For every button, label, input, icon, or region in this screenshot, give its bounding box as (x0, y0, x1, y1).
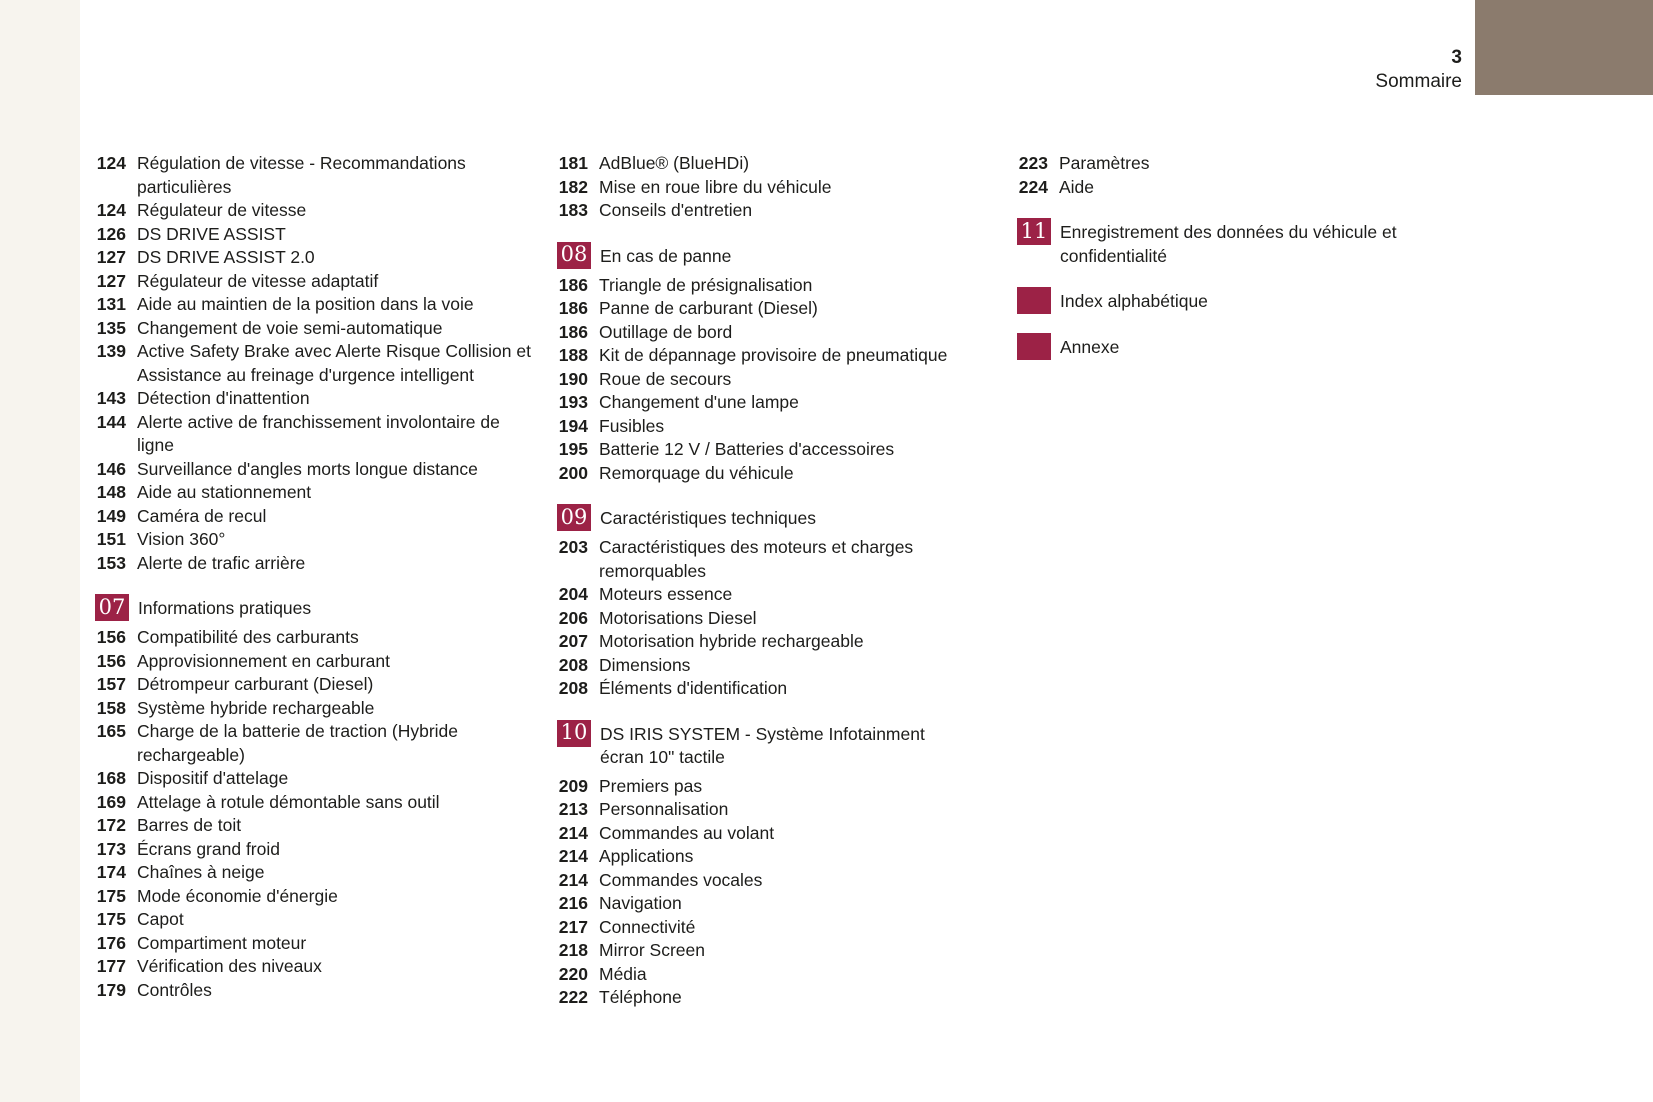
toc-entry (95, 505, 531, 529)
toc-entry-label: Caractéristiques des moteurs et charges remorquables (599, 537, 914, 581)
toc-entry (95, 838, 531, 862)
toc-entry (557, 939, 967, 963)
toc-entry-label: Commandes au volant (599, 822, 775, 843)
toc-entry-page-number: 222 (558, 987, 588, 1007)
section-header (95, 594, 531, 621)
toc-entry-page-number: 216 (558, 893, 588, 913)
toc-entry-page-number: 143 (96, 388, 126, 408)
toc-entry (557, 963, 967, 987)
toc-entry-label: Vision 360° (137, 529, 226, 549)
toc-entry (557, 775, 967, 799)
section-number-box: 08 (557, 242, 591, 269)
toc-entry-page-number: 214 (558, 869, 588, 890)
toc-entry-page-number: 224 (1018, 176, 1048, 197)
toc-entry-page-number: 194 (558, 415, 588, 436)
toc-entry (95, 340, 531, 387)
toc-entry-page-number: 139 (96, 341, 126, 361)
toc-entry-page-number: 223 (1018, 153, 1048, 173)
toc-entry (95, 387, 531, 411)
section-title: DS IRIS SYSTEM - Système Infotainment écran 10" tactile (600, 723, 925, 767)
toc-entry-page-number: 186 (558, 321, 588, 342)
toc-entry-page-number: 135 (96, 317, 126, 338)
toc-entry-label: Commandes vocales (599, 869, 763, 890)
toc-entry-page-number: 173 (96, 838, 126, 859)
toc-entry-page-number: 175 (96, 909, 126, 929)
toc-entry (95, 270, 531, 294)
toc-entry-label: Dimensions (599, 654, 691, 675)
toc-entry-label: Fusibles (599, 415, 665, 436)
toc-entry (95, 673, 531, 697)
toc-entry-label: Connectivité (599, 916, 696, 937)
toc-entry-page-number: 203 (558, 537, 588, 557)
toc-entry (95, 955, 531, 979)
toc-entry-label: Régulateur de vitesse (137, 200, 307, 220)
toc-entry-page-number: 157 (96, 674, 126, 694)
toc-entry (95, 908, 531, 932)
toc-entry-page-number: 209 (558, 775, 588, 796)
toc-entry-label: Caméra de recul (137, 505, 267, 526)
toc-entry (95, 246, 531, 270)
toc-entry-page-number: 183 (558, 200, 588, 220)
toc-entry-page-number: 213 (558, 799, 588, 819)
toc-entry (95, 317, 531, 341)
toc-entry-label: Vérification des niveaux (137, 956, 322, 976)
toc-entry-label: Mirror Screen (599, 940, 705, 960)
page-title: Sommaire (1375, 71, 1462, 92)
toc-entry-label: Attelage à rotule démontable sans outil (137, 791, 440, 812)
toc-entry-page-number: 182 (558, 176, 588, 197)
toc-entry-label: Aide au maintien de la position dans la voie (137, 294, 474, 314)
toc-entry-page-number: 186 (558, 274, 588, 295)
toc-entry-page-number: 214 (558, 822, 588, 843)
toc-entry (95, 979, 531, 1003)
toc-entry-page-number: 168 (96, 768, 126, 788)
toc-entry (95, 626, 531, 650)
toc-entry-label: Motorisation hybride rechargeable (599, 631, 864, 651)
toc-entry-page-number: 165 (96, 721, 126, 741)
toc-entry-label: Changement d'une lampe (599, 392, 799, 412)
toc-entry-page-number: 156 (96, 627, 126, 647)
toc-entry-page-number: 204 (558, 584, 588, 604)
toc-entry-label: Personnalisation (599, 799, 729, 819)
page-header (1375, 46, 1462, 94)
toc-entry-page-number: 124 (96, 200, 126, 220)
toc-entry-label: Détrompeur carburant (Diesel) (137, 674, 374, 694)
toc-entry-page-number: 190 (558, 368, 588, 389)
toc-entry (557, 152, 967, 176)
toc-entry-label: Mise en roue libre du véhicule (599, 176, 832, 197)
toc-entry-page-number: 131 (96, 294, 126, 314)
toc-column-2 (557, 152, 967, 1010)
toc-entry-label: Compatibilité des carburants (137, 627, 359, 647)
section-number-box: 11 (1017, 218, 1051, 245)
toc-entry-label: Téléphone (599, 987, 682, 1007)
toc-entry-label: Changement de voie semi-automatique (137, 317, 443, 338)
toc-entry-label: Active Safety Brake avec Alerte Risque Collision et Assistance au freinage d'urgence intelligent (137, 341, 531, 385)
section-header (1017, 333, 1441, 360)
toc-entry (95, 791, 531, 815)
toc-entry-label: Dispositif d'attelage (137, 768, 289, 788)
toc-entry-page-number: 217 (558, 916, 588, 937)
toc-entry (557, 986, 967, 1010)
section-number-box (1017, 333, 1051, 360)
toc-entry-label: Barres de toit (137, 815, 242, 835)
toc-entry-page-number: 207 (558, 631, 588, 651)
toc-entry-label: Détection d'inattention (137, 388, 310, 408)
toc-entry (557, 607, 967, 631)
toc-entry (557, 654, 967, 678)
toc-entry-page-number: 200 (558, 462, 588, 483)
toc-entry (95, 152, 531, 199)
toc-entry-page-number: 206 (558, 607, 588, 628)
toc-entry (557, 845, 967, 869)
toc-entry-label: Écrans grand froid (137, 838, 280, 859)
toc-entry (557, 798, 967, 822)
toc-entry (557, 199, 967, 223)
toc-entry-label: Navigation (599, 893, 682, 913)
toc-entry-page-number: 179 (96, 979, 126, 1000)
toc-entry-label: Aide (1059, 176, 1095, 197)
toc-column-1 (95, 152, 531, 1002)
toc-entry (95, 885, 531, 909)
toc-entry-label: DS DRIVE ASSIST (137, 223, 286, 244)
toc-entry-label: Outillage de bord (599, 321, 733, 342)
toc-entry (1017, 152, 1441, 176)
toc-entry (557, 344, 967, 368)
toc-entry-label: Paramètres (1059, 153, 1150, 173)
toc-entry-label: DS DRIVE ASSIST 2.0 (137, 247, 315, 267)
toc-entry-page-number: 172 (96, 815, 126, 835)
toc-entry (557, 462, 967, 486)
toc-entry (557, 438, 967, 462)
toc-entry-page-number: 220 (558, 963, 588, 984)
toc-entry-label: Remorquage du véhicule (599, 462, 794, 483)
toc-entry-label: Roue de secours (599, 368, 732, 389)
toc-entry-page-number: 146 (96, 458, 126, 479)
toc-entry-page-number: 127 (96, 270, 126, 291)
toc-entry (95, 199, 531, 223)
toc-entry-page-number: 214 (558, 846, 588, 866)
toc-entry (557, 415, 967, 439)
toc-entry-page-number: 188 (558, 345, 588, 365)
toc-entry (557, 630, 967, 654)
toc-entry-label: Alerte active de franchissement involontaire de ligne (137, 411, 500, 455)
toc-entry-page-number: 208 (558, 678, 588, 698)
toc-entry (557, 677, 967, 701)
toc-entry-page-number: 127 (96, 247, 126, 267)
toc-entry-label: Moteurs essence (599, 584, 733, 604)
section-number-box: 07 (95, 594, 129, 621)
section-title: Caractéristiques techniques (600, 508, 816, 528)
toc-entry-label: Média (599, 963, 647, 984)
toc-entry-label: Alerte de trafic arrière (137, 552, 306, 573)
toc-entry-page-number: 208 (558, 654, 588, 675)
toc-entry-page-number: 151 (96, 529, 126, 549)
toc-entry (95, 814, 531, 838)
toc-entry-label: Chaînes à neige (137, 862, 265, 882)
toc-entry (557, 536, 967, 583)
corner-color-block (1475, 0, 1653, 95)
section-header (557, 720, 967, 770)
toc-entry (95, 861, 531, 885)
toc-entry (95, 293, 531, 317)
section-header (557, 504, 967, 531)
toc-entry-page-number: 149 (96, 505, 126, 526)
toc-entry (557, 892, 967, 916)
section-number-box: 10 (557, 720, 591, 747)
toc-entry-page-number: 148 (96, 482, 126, 502)
toc-entry (1017, 176, 1441, 200)
toc-entry-page-number: 195 (558, 439, 588, 459)
toc-entry (557, 869, 967, 893)
section-title: En cas de panne (600, 245, 732, 266)
toc-entry (95, 720, 531, 767)
toc-entry-label: Contrôles (137, 979, 212, 1000)
toc-entry (95, 650, 531, 674)
toc-entry-label: Éléments d'identification (599, 678, 788, 698)
section-title: Informations pratiques (138, 598, 312, 618)
toc-entry-page-number: 126 (96, 223, 126, 244)
toc-entry (95, 767, 531, 791)
toc-entry-label: Mode économie d'énergie (137, 885, 338, 906)
section-title: Annexe (1060, 337, 1120, 357)
toc-entry-label: Régulateur de vitesse adaptatif (137, 270, 379, 291)
toc-entry-page-number: 176 (96, 932, 126, 953)
toc-entry-label: Aide au stationnement (137, 482, 312, 502)
section-number-box (1017, 287, 1051, 314)
toc-entry-label: Régulation de vitesse - Recommandations particulières (137, 153, 466, 197)
toc-entry (557, 822, 967, 846)
section-title: Enregistrement des données du véhicule et confidentialité (1060, 222, 1397, 266)
toc-entry-page-number: 153 (96, 552, 126, 573)
toc-entry (95, 411, 531, 458)
toc-entry-label: Approvisionnement en carburant (137, 650, 390, 671)
toc-entry (557, 368, 967, 392)
toc-entry-page-number: 156 (96, 650, 126, 671)
toc-entry-label: Panne de carburant (Diesel) (599, 298, 818, 318)
toc-entry-label: Premiers pas (599, 775, 703, 796)
toc-entry-label: Applications (599, 846, 694, 866)
toc-entry (557, 176, 967, 200)
toc-entry-label: Kit de dépannage provisoire de pneumatique (599, 345, 948, 365)
toc-entry (95, 481, 531, 505)
section-header (1017, 218, 1441, 268)
toc-entry-label: Compartiment moteur (137, 932, 307, 953)
page-number: 3 (1451, 47, 1462, 68)
toc-entry-page-number: 144 (96, 411, 126, 432)
toc-entry (95, 223, 531, 247)
toc-entry-page-number: 158 (96, 697, 126, 718)
toc-entry (557, 916, 967, 940)
toc-entry-label: Motorisations Diesel (599, 607, 757, 628)
toc-entry-page-number: 169 (96, 791, 126, 812)
toc-entry (557, 297, 967, 321)
toc-entry-page-number: 177 (96, 956, 126, 976)
toc-entry (557, 274, 967, 298)
toc-entry-page-number: 174 (96, 862, 126, 882)
toc-entry-page-number: 181 (558, 153, 588, 173)
toc-entry-page-number: 186 (558, 298, 588, 318)
toc-entry-label: AdBlue® (BlueHDi) (599, 153, 750, 173)
toc-column-3 (1017, 152, 1441, 365)
toc-entry-label: Système hybride rechargeable (137, 697, 375, 718)
toc-entry-label: Conseils d'entretien (599, 200, 753, 220)
toc-entry (95, 552, 531, 576)
toc-entry (557, 391, 967, 415)
toc-entry-label: Surveillance d'angles morts longue distance (137, 458, 478, 479)
section-header (557, 242, 967, 269)
toc-entry-label: Batterie 12 V / Batteries d'accessoires (599, 439, 895, 459)
toc-entry (557, 321, 967, 345)
toc-entry (557, 583, 967, 607)
toc-entry-label: Charge de la batterie de traction (Hybride rechargeable) (137, 721, 459, 765)
toc-entry-label: Triangle de présignalisation (599, 274, 813, 295)
toc-entry-page-number: 175 (96, 885, 126, 906)
toc-entry (95, 458, 531, 482)
page-left-margin (0, 0, 80, 1102)
toc-entry (95, 932, 531, 956)
toc-entry (95, 697, 531, 721)
toc-entry-page-number: 193 (558, 392, 588, 412)
toc-entry (95, 528, 531, 552)
section-header (1017, 287, 1441, 314)
toc-entry-page-number: 218 (558, 940, 588, 960)
toc-entry-label: Capot (137, 909, 184, 929)
toc-entry-page-number: 124 (96, 153, 126, 173)
section-title: Index alphabétique (1060, 291, 1208, 311)
section-number-box: 09 (557, 504, 591, 531)
